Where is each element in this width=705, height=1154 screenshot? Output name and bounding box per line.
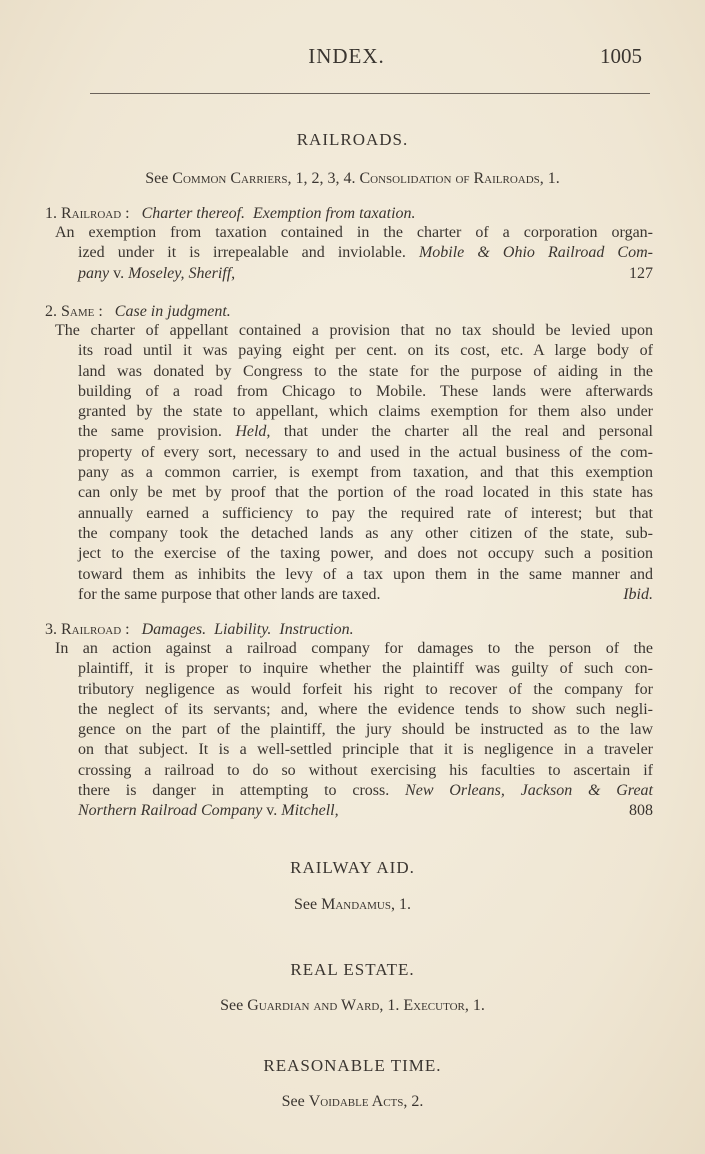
index-entry [45, 620, 653, 822]
text-segment: v. [109, 264, 129, 282]
section-heading: REASONABLE TIME. [263, 1056, 442, 1075]
entry-line [78, 362, 653, 382]
text-segment: The charter of appellant contained a provision that no tax should be levied upon [55, 322, 653, 339]
entry-line [78, 443, 653, 463]
text-segment: See [220, 997, 248, 1014]
entry-line [78, 740, 653, 760]
text-segment: land was donated by Congress to the state for the purpose of aiding in the [78, 362, 653, 380]
entry-line [78, 243, 653, 263]
text-segment: its road until it was paying eight per cent. on its cost, etc. A large body of [78, 342, 653, 360]
text-segment: gence on the part of the plaintiff, the jury should be instructed as to the law [78, 721, 653, 739]
entry-line [78, 761, 653, 781]
entry-line [78, 544, 653, 564]
text-segment: , 2. [403, 1093, 424, 1110]
entry-line [78, 781, 653, 801]
text-segment: annually earned a sufficiency to pay the required rate of interest; but that [78, 504, 653, 522]
entry-title [45, 302, 653, 321]
text-segment: granted by the state to appellant, which claims exemption for them also under [78, 403, 653, 421]
entry-line [78, 264, 653, 284]
colon: : [121, 621, 142, 638]
text-segment: the company took the detached lands as any other citizen of the state, sub- [78, 524, 653, 542]
entry-line [78, 483, 653, 503]
entry-line [78, 585, 653, 605]
entry-line [78, 341, 653, 361]
entry-number: 2. [45, 303, 61, 320]
text-segment: Executor [403, 997, 465, 1014]
text-segment: Moseley, Sheriff, [128, 264, 236, 282]
section-heading: REAL ESTATE. [290, 960, 415, 979]
text-segment: In an action against a railroad company for damages to the person of the [55, 640, 653, 657]
text-segment: , 1. [379, 997, 404, 1014]
text-segment: property of every sort, necessary to and used in the actual business of the com- [78, 443, 653, 461]
text-segment: pany [78, 264, 110, 282]
text-segment: Consolidation of Railroads [359, 170, 540, 187]
entry-title [45, 620, 653, 639]
entry-number: 1. [45, 205, 61, 222]
entry-line [78, 720, 653, 740]
entry-head: Railroad [61, 205, 122, 222]
page-number: 1005 [600, 44, 642, 68]
text-segment: Voidable Acts [308, 1093, 404, 1110]
text-segment: can only be met by proof that the portion of the road located in this state has [78, 484, 653, 502]
entry-line [55, 639, 653, 659]
text-segment: , 1. [390, 896, 411, 913]
text-segment: there is danger in attempting to cross. [78, 782, 406, 800]
entry-line [78, 382, 653, 402]
entry-topics: Case in judgment. [114, 303, 231, 320]
text-segment: Mobile & Ohio Railroad Com- [418, 244, 653, 262]
entry-line [78, 565, 653, 585]
entry-head: Railroad [61, 621, 122, 638]
text-segment: Mandamus [321, 896, 391, 913]
text-segment: the neglect of its servants; and, where the evidence tends to show such negli- [78, 700, 653, 718]
entry-line [78, 402, 653, 422]
entry-line [55, 223, 653, 243]
section-heading: RAILWAY AID. [290, 858, 415, 877]
entry-line [78, 524, 653, 544]
entry-line [78, 504, 653, 524]
text-segment: An exemption from taxation contained in the charter of a corporation organ- [55, 224, 653, 241]
text-segment: on that subject. It is a well-settled principle that it is negligence in a traveler [78, 741, 653, 759]
entry-line [78, 659, 653, 679]
text-segment: Guardian and Ward [247, 997, 380, 1014]
text-segment: plaintiff, it is proper to inquire whether the plaintiff was guilty of such con- [78, 660, 653, 678]
see-also-reference [0, 1093, 705, 1111]
header-rule [90, 93, 650, 94]
running-head: INDEX. [308, 44, 385, 68]
entry-title [45, 204, 653, 223]
index-entry [45, 302, 653, 605]
entry-line [78, 680, 653, 700]
text-segment: ized under it is irrepealable and inviolable. [78, 244, 419, 262]
text-segment: Held, [235, 423, 271, 441]
text-segment: building of a road from Chicago to Mobile. These lands were afterwards [78, 382, 653, 400]
text-segment: Mitchell, [281, 802, 339, 820]
text-segment: toward them as inhibits the levy of a tax upon them in the same manner and [78, 565, 653, 583]
colon: : [94, 303, 115, 320]
text-segment: crossing a railroad to do so without exercising his faculties to ascertain if [78, 761, 653, 779]
page-reference: 808 [629, 802, 653, 820]
text-segment: the same provision. [78, 423, 236, 441]
entry-line [78, 801, 653, 821]
section-heading: RAILROADS. [296, 130, 409, 149]
text-segment: , 1. [539, 170, 560, 187]
text-segment: tributory negligence as would forfeit his right to recover of the company for [78, 680, 653, 698]
see-also-reference [0, 997, 705, 1015]
text-segment: See [294, 896, 322, 913]
colon: : [121, 205, 142, 222]
text-segment: pany as a common carrier, is exempt from taxation, and that this exemption [78, 464, 653, 482]
entry-topics: Charter thereof. Exemption from taxation. [141, 205, 416, 222]
entry-head: Same [61, 303, 95, 320]
text-segment: that under the charter all the real and personal [270, 423, 653, 441]
text-segment: Common Carriers [172, 170, 288, 187]
see-also-reference [0, 170, 705, 188]
page-reference: 127 [629, 264, 653, 282]
text-segment: , 1, 2, 3, 4. [287, 170, 360, 187]
text-segment: Northern Railroad Company [78, 802, 263, 820]
text-segment: See [281, 1093, 309, 1110]
entry-topics: Damages. Liability. Instruction. [141, 621, 354, 638]
index-entry [45, 204, 653, 284]
entry-line [78, 422, 653, 442]
text-segment: See [145, 170, 173, 187]
entry-line [78, 463, 653, 483]
text-segment: New Orleans, Jackson & Great [405, 782, 653, 800]
see-also-reference [0, 896, 705, 914]
text-segment: , 1. [464, 997, 485, 1014]
entry-line [55, 321, 653, 341]
text-segment: ject to the exercise of the taxing power, and does not occupy such a position [78, 545, 653, 563]
page-reference: Ibid. [623, 585, 653, 603]
text-segment: for the same purpose that other lands are taxed. [78, 585, 381, 603]
text-segment: v. [262, 802, 282, 820]
entry-number: 3. [45, 621, 61, 638]
entry-line [78, 700, 653, 720]
